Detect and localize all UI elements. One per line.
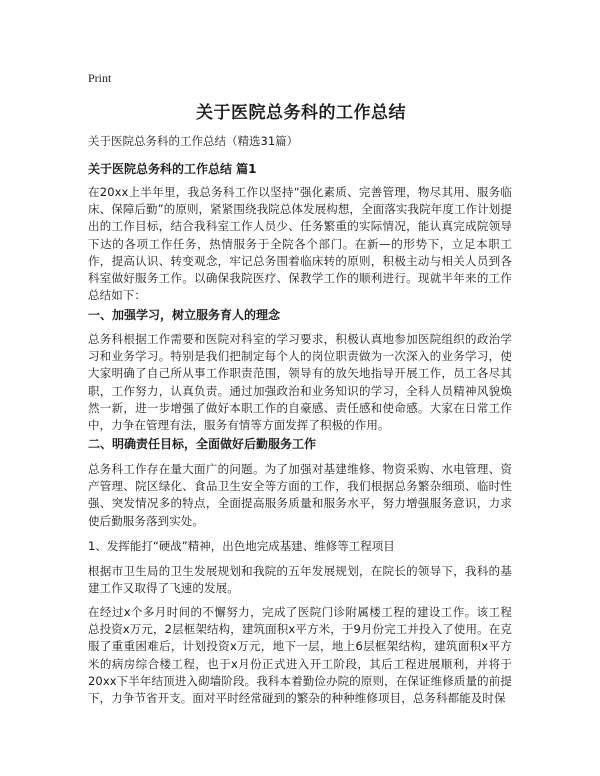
section-2-paragraph: 总务科工作存在量大面广的问题。为了加强对基建维修、物资采购、水电管理、资产管理、院区绿化、食品卫生安全等方面的工作，我们根据总务繁杂细琐、临时性强、突发情况多的特点，全面提高服务质量和服务水平，努力增强服务意识，力求使后勤服务落到实处。 [88, 462, 512, 528]
subsection-heading-1: 1、发挥能打“硬战”精神，出色地完成基建、维修等工程项目 [88, 539, 395, 553]
paragraph-3: 根据市卫生局的卫生发展规划和我院的五年发展规划，在院长的领导下，我科的基建工作又取得了飞速的发展。 [88, 564, 512, 596]
section-heading-2: 二、明确责任目标，全面做好后勤服务工作 [88, 437, 317, 451]
article-heading: 关于医院总务科的工作总结 篇1 [88, 162, 257, 176]
intro-paragraph: 在20xx上半年里，我总务科工作以坚持“强化素质、完善管理，物尽其用、服务临床、保障后勤”的原则，紧紧围绕我院总体发展构想，全面落实我院年度工作计划提出的工作目标，结合我科室工作人员少、任务繁重的实际情况，能认真完成院领导下达的各项工作任务，热情服务于全院各个部门。在新—的形势下，立足本职工作，提高认识、转变观念，牢记总务围着临床转的原则，积极主动与相关人员到各科室做好服务工作。以确保我院医疗、保教学工作的顺利进行。现就半年来的工作总结如下： [88, 185, 512, 303]
print-label: Print [88, 71, 112, 85]
section-heading-1: 一、加强学习，树立服务育人的理念 [88, 308, 281, 322]
subtitle: 关于医院总务科的工作总结（精选31篇） [88, 134, 299, 148]
page-title: 关于医院总务科的工作总结 [196, 103, 406, 123]
section-1-paragraph: 总务科根据工作需要和医院对科室的学习要求，积极认真地参加医院组织的政治学习和业务学习。特别是我们把制定每个人的岗位职责做为一次深入的业务学习，使大家明确了自己所从事工作职责范围，领导有的放矢地指导开展工作，员工各尽其职，工作努力，认真负责。通过加强政治和业务知识的学习，全科人员精神风貌焕然一新，进一步增强了做好本职工作的自豪感、责任感和使命感。大家在日常工作中，力争在管理有法，服务有情等方面发挥了积极的作用。 [88, 332, 512, 433]
paragraph-4: 在经过x个多月时间的不懈努力，完成了医院门诊附属楼工程的建设工作。该工程总投资x万元，2层框架结构，建筑面积x平方米，于9月份完工并投入了使用。在克服了重重困难后，计划投资x万元，地下一层，地上6层框架结构，建筑面积x平方米的病房综合楼工程，也于x月份正式进入开工阶段，其后工程进展顺利，并将于20xx下半年结顶进入砌墙阶段。我科本着勤俭办院的原则，在保证维修质量的前提下，力争节省开支。面对平时经常碰到的繁杂的种种维修项目，总务科都能及时保 [88, 605, 512, 706]
